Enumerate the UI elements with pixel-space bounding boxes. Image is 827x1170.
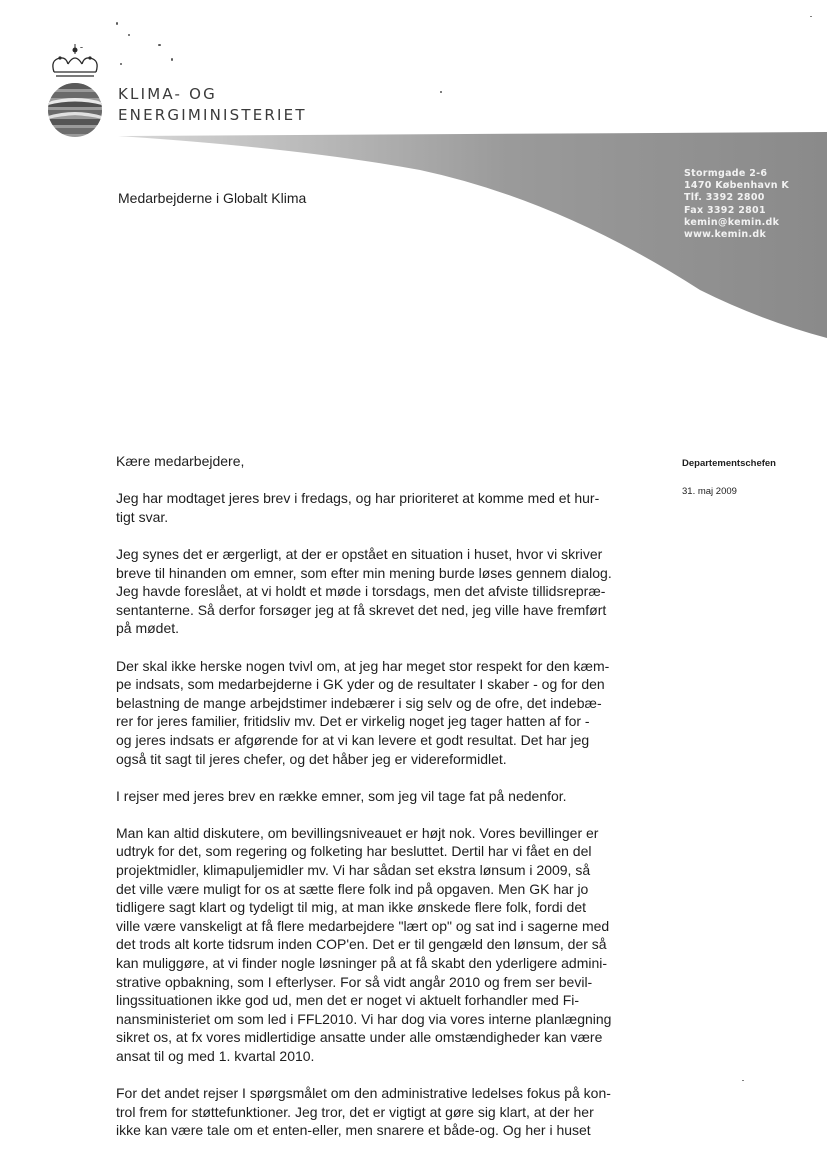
- paragraph-5: Man kan altid diskutere, om bevillingsniveauet er højt nok. Vores bevillinger er udtryk for det, som regering og folketing har besluttet. Dertil har vi fået en del projektmidler, klimapuljemidler mv. Vi har sådan set ekstra lønsum i 2009, så det ville være muligt for os at sætte flere folk ind på opgaven. Men GK har jo tidligere sagt klart og tydeligt til mig, at man ikke ønskede flere folk, fordi det ville være vanskeligt at få flere medarbejdere "lært op" og sat ind i sagerne med det trods alt korte tidsrum inden COP'en. Det er til gengæld den lønsum, der så kan muliggøre, at vi finder nogle løsninger på at få skabt den yderligere admini- strative opbakning, som I efterlyser. For så vidt angår 2010 og frem ser bevil- lingssituationen ikke god ud, men det er noget vi aktuelt forhandler med Fi- nansministeriet om som led i FFL2010. Vi har dog via vores interne planlægning sikret os, at fx vores midlertidige ansatte under alle omstændigheder kan være ansat til og med 1. kvartal 2010.: [116, 824, 612, 1064]
- paragraph-1: Jeg har modtaget jeres brev i fredags, og har prioriteret at komme med et hur- tigt svar.: [116, 490, 600, 525]
- contact-fax: Fax 3392 2801: [684, 204, 766, 216]
- contact-website: www.kemin.dk: [684, 229, 767, 241]
- paragraph-2: Jeg synes det er ærgerligt, at der er opstået en situation i huset, hvor vi skriver breve til hinanden om emner, som efter min mening burde løses gennem dialog. Jeg havde foreslået, at vi holdt et møde i torsdags, men det afviste tillidsrepræ- sentanterne. Så derfor forsøger jeg at få skrevet det ned, jeg ville have fremført på mødet.: [116, 545, 612, 637]
- speck: [116, 22, 118, 25]
- speck: [128, 34, 130, 36]
- contact-block: [684, 168, 789, 241]
- salutation: Kære medarbejdere,: [116, 453, 245, 469]
- recipient: Medarbejderne i Globalt Klima: [118, 190, 307, 206]
- speck: [440, 91, 442, 93]
- contact-email: kemin@kemin.dk: [684, 216, 780, 228]
- speck: [158, 44, 161, 46]
- speck: [810, 16, 812, 17]
- paragraph-4: I rejser med jeres brev en række emner, som jeg vil tage fat på nedenfor.: [116, 787, 567, 804]
- contact-city: 1470 København K: [684, 180, 790, 192]
- letter-date: 31. maj 2009: [682, 486, 737, 497]
- contact-address: Stormgade 2-6: [684, 168, 768, 179]
- contact-phone: Tlf. 3392 2800: [684, 192, 765, 204]
- speck: [80, 47, 83, 48]
- speck: [120, 63, 122, 65]
- paragraph-3: Der skal ikke herske nogen tvivl om, at jeg har meget stor respekt for den kæm- pe indsats, som medarbejderne i GK yder og de resultater I skaber - og for den belastning de mange arbejdstimer indebærer i sig selv og de ofre, det indebæ- rer for jeres familier, fritidsliv mv. Det er virkelig noget jeg tager hatten af for - og jeres indsats er afgørende for at vi kan levere et godt resultat. Det har jeg også tit sagt til jeres chefer, og det håber jeg er videreformidlet.: [116, 657, 610, 767]
- speck: [171, 58, 173, 61]
- letter-body: [116, 452, 646, 1159]
- ministry-name-line1: KLIMA- OG: [118, 85, 217, 103]
- speck: [742, 1080, 744, 1081]
- sender-title: Departementschefen: [682, 458, 776, 469]
- paragraph-6: For det andet rejser I spørgsmålet om den administrative ledelses fokus på kon- trol frem for støttefunktioner. Jeg tror, det er vigtigt at gøre sig klart, at der her ikke kan være tale om et enten-eller, men snarere et både-og. Og her i huset: [116, 1085, 611, 1139]
- ministry-name-line2: ENERGIMINISTERIET: [118, 106, 307, 124]
